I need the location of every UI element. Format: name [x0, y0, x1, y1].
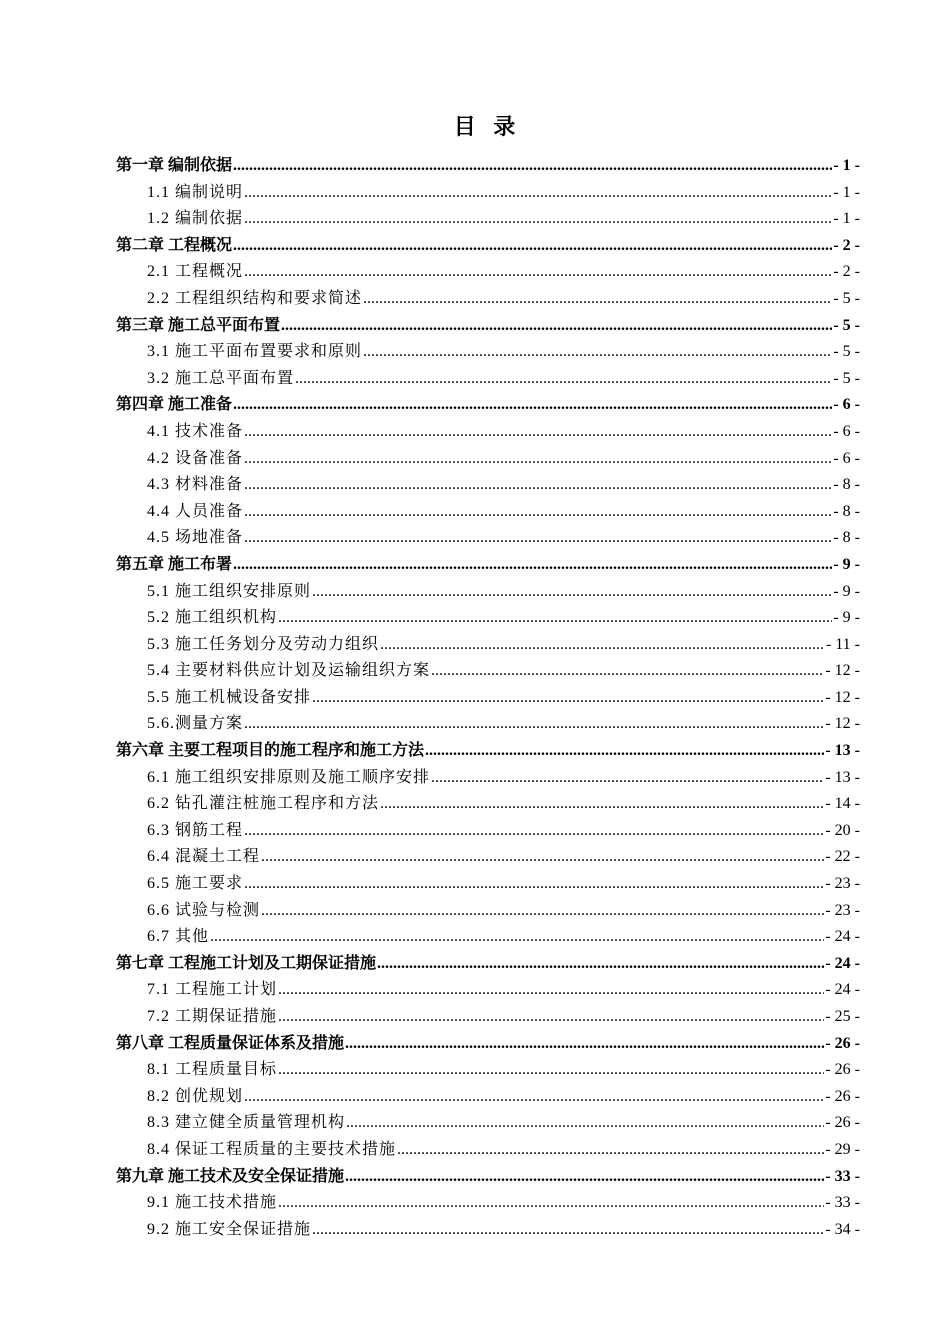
toc-entry-label: 8.4 保证工程质量的主要技术措施: [147, 1140, 397, 1158]
toc-dot-leader: [431, 765, 824, 792]
toc-section-entry[interactable]: [116, 579, 860, 606]
toc-entry-label: 9.1 施工技术措施: [147, 1194, 278, 1212]
toc-entry-label: 2.1 工程概况: [147, 263, 244, 281]
toc-dot-leader: [346, 1110, 824, 1137]
toc-section-entry[interactable]: [116, 499, 860, 526]
toc-dot-leader: [244, 259, 832, 286]
toc-section-entry[interactable]: [116, 1190, 860, 1217]
toc-chapter-entry[interactable]: [116, 153, 860, 180]
toc-chapter-entry[interactable]: [116, 738, 860, 765]
toc-entry-label: 第五章 施工布署: [116, 555, 233, 573]
toc-entry-label: 8.1 工程质量目标: [147, 1061, 278, 1079]
toc-chapter-entry[interactable]: [116, 1164, 860, 1191]
toc-page-number: - 26 -: [825, 1061, 860, 1079]
toc-entry-label: 6.4 混凝土工程: [147, 848, 261, 866]
toc-entry-label: 5.1 施工组织安排原则: [147, 582, 312, 600]
toc-page-number: - 9 -: [833, 555, 860, 573]
toc-entry-label: 7.2 工期保证措施: [147, 1008, 278, 1025]
toc-page-number: - 2 -: [833, 263, 860, 281]
toc-section-entry[interactable]: [116, 419, 860, 446]
toc-page-number: - 6 -: [833, 396, 860, 414]
toc-dot-leader: [210, 924, 824, 951]
toc-entry-label: 6.3 钢筋工程: [147, 821, 244, 839]
toc-page-number: - 6 -: [833, 422, 860, 440]
toc-entry-label: 4.4 人员准备: [147, 502, 244, 520]
toc-section-entry[interactable]: [116, 1137, 860, 1164]
toc-entry-label: 4.3 材料准备: [147, 476, 244, 494]
toc-entry-label: 4.2 设备准备: [147, 449, 244, 467]
toc-page-number: - 5 -: [833, 369, 860, 387]
toc-dot-leader: [345, 1031, 824, 1058]
toc-dot-leader: [244, 499, 832, 526]
toc-section-entry[interactable]: [116, 605, 860, 632]
toc-section-entry[interactable]: [116, 525, 860, 552]
toc-section-entry[interactable]: [116, 765, 860, 792]
toc-section-entry[interactable]: [116, 632, 860, 659]
toc-dot-leader: [281, 313, 832, 340]
toc-dot-leader: [261, 898, 824, 925]
toc-page-number: - 26 -: [825, 1114, 860, 1132]
toc-page-number: - 13 -: [825, 742, 860, 760]
toc-dot-leader: [380, 791, 824, 818]
toc-dot-leader: [233, 153, 832, 180]
toc-section-entry[interactable]: [116, 711, 860, 738]
toc-page-number: - 23 -: [825, 875, 860, 893]
toc-chapter-entry[interactable]: [116, 951, 860, 978]
toc-section-entry[interactable]: [116, 1110, 860, 1137]
toc-section-entry[interactable]: [116, 1084, 860, 1111]
toc-dot-leader: [377, 951, 824, 978]
toc-dot-leader: [431, 658, 824, 685]
toc-dot-leader: [278, 1004, 824, 1031]
toc-dot-leader: [380, 632, 825, 659]
toc-page-number: - 5 -: [833, 316, 860, 334]
toc-section-entry[interactable]: [116, 977, 860, 1004]
toc-section-entry[interactable]: [116, 206, 860, 233]
toc-section-entry[interactable]: [116, 180, 860, 207]
toc-page-number: - 5 -: [833, 343, 860, 361]
toc-dot-leader: [244, 180, 832, 207]
toc-entry-label: 第二章 工程概况: [116, 236, 233, 254]
toc-section-entry[interactable]: [116, 658, 860, 685]
toc-section-entry[interactable]: [116, 871, 860, 898]
toc-entry-label: 4.1 技术准备: [147, 422, 244, 440]
toc-section-entry[interactable]: [116, 366, 860, 393]
toc-page-number: - 5 -: [833, 289, 860, 307]
toc-page-number: - 9 -: [833, 582, 860, 600]
toc-chapter-entry[interactable]: [116, 392, 860, 419]
toc-entry-label: 1.2 编制依据: [147, 210, 244, 228]
toc-page-number: - 26 -: [825, 1034, 860, 1052]
toc-section-entry[interactable]: [116, 1057, 860, 1084]
toc-page-number: - 13 -: [825, 768, 860, 786]
toc-page-number: - 1 -: [833, 183, 860, 201]
toc-section-entry[interactable]: [116, 844, 860, 871]
toc-page-number: - 25 -: [825, 1008, 860, 1025]
toc-entry-label: 1.1 编制说明: [147, 183, 244, 201]
toc-page-number: - 22 -: [825, 848, 860, 866]
toc-page-number: - 11 -: [825, 635, 860, 653]
toc-dot-leader: [233, 552, 832, 579]
toc-page-number: - 29 -: [825, 1140, 860, 1158]
toc-dot-leader: [244, 1084, 824, 1111]
toc-section-entry[interactable]: [116, 446, 860, 473]
toc-entry-label: 5.2 施工组织机构: [147, 609, 278, 627]
toc-dot-leader: [244, 472, 832, 499]
toc-entry-label: 5.6.测量方案: [147, 715, 244, 733]
toc-section-entry[interactable]: [116, 259, 860, 286]
toc-dot-leader: [425, 738, 824, 765]
toc-dot-leader: [278, 1057, 824, 1084]
toc-dot-leader: [278, 977, 824, 1004]
toc-chapter-entry[interactable]: [116, 1031, 860, 1058]
toc-section-entry[interactable]: [116, 791, 860, 818]
toc-page-number: - 26 -: [825, 1087, 860, 1105]
toc-dot-leader: [233, 233, 832, 260]
toc-entry-label: 3.1 施工平面布置要求和原则: [147, 343, 363, 361]
toc-dot-leader: [244, 711, 824, 738]
toc-dot-leader: [345, 1164, 824, 1191]
toc-dot-leader: [312, 685, 824, 712]
toc-entry-label: 3.2 施工总平面布置: [147, 369, 295, 387]
toc-section-entry[interactable]: [116, 818, 860, 845]
toc-page-number: - 1 -: [833, 210, 860, 228]
toc-entry-label: 第四章 施工准备: [116, 396, 233, 414]
toc-entry-label: 2.2 工程组织结构和要求简述: [147, 289, 363, 307]
toc-section-entry[interactable]: [116, 685, 860, 712]
toc-entry-label: 6.5 施工要求: [147, 875, 244, 893]
toc-page-number: - 8 -: [833, 502, 860, 520]
toc-entry-label: 6.6 试验与检测: [147, 901, 261, 919]
toc-entry-label: 6.2 钻孔灌注桩施工程序和方法: [147, 795, 380, 813]
toc-entry-label: 7.1 工程施工计划: [147, 981, 278, 999]
toc-page-number: - 8 -: [833, 476, 860, 494]
toc-page-number: - 2 -: [833, 236, 860, 254]
toc-dot-leader: [244, 446, 832, 473]
toc-dot-leader: [312, 1217, 824, 1244]
toc-section-entry[interactable]: [116, 1217, 860, 1244]
toc-page-number: - 24 -: [825, 928, 860, 946]
toc-page-number: - 1 -: [833, 157, 860, 174]
toc-dot-leader: [244, 871, 824, 898]
toc-title: 目 录: [453, 114, 522, 139]
table-of-contents: [116, 153, 860, 1243]
toc-entry-label: 5.5 施工机械设备安排: [147, 688, 312, 706]
toc-dot-leader: [233, 392, 832, 419]
toc-dot-leader: [244, 206, 832, 233]
toc-section-entry[interactable]: [116, 286, 860, 313]
toc-section-entry[interactable]: [116, 472, 860, 499]
toc-dot-leader: [244, 419, 832, 446]
toc-dot-leader: [363, 339, 832, 366]
toc-chapter-entry[interactable]: [116, 233, 860, 260]
toc-section-entry[interactable]: [116, 1004, 860, 1031]
toc-entry-label: 6.7 其他: [147, 928, 210, 946]
toc-section-entry[interactable]: [116, 924, 860, 951]
toc-page-number: - 6 -: [833, 449, 860, 467]
toc-page-number: - 12 -: [825, 662, 860, 680]
toc-entry-label: 第九章 施工技术及安全保证措施: [116, 1167, 345, 1185]
toc-page-number: - 12 -: [825, 688, 860, 706]
toc-page-number: - 33 -: [825, 1167, 860, 1185]
toc-entry-label: 第七章 工程施工计划及工期保证措施: [116, 954, 377, 972]
toc-chapter-entry[interactable]: [116, 552, 860, 579]
toc-entry-label: 8.2 创优规划: [147, 1087, 244, 1105]
toc-page-number: - 24 -: [825, 981, 860, 999]
toc-page-number: - 20 -: [825, 821, 860, 839]
toc-entry-label: 5.3 施工任务划分及劳动力组织: [147, 635, 380, 653]
toc-entry-label: 第三章 施工总平面布置: [116, 316, 281, 334]
toc-dot-leader: [295, 366, 832, 393]
toc-dot-leader: [244, 818, 824, 845]
toc-page-number: - 14 -: [825, 795, 860, 813]
toc-page-number: - 12 -: [825, 715, 860, 733]
toc-dot-leader: [397, 1137, 824, 1164]
toc-page-number: - 33 -: [825, 1194, 860, 1212]
toc-chapter-entry[interactable]: [116, 313, 860, 340]
toc-page-number: - 8 -: [833, 529, 860, 547]
toc-entry-label: 第八章 工程质量保证体系及措施: [116, 1034, 345, 1052]
toc-page-number: - 34 -: [825, 1220, 860, 1238]
toc-entry-label: 第一章 编制依据: [116, 157, 233, 174]
toc-dot-leader: [363, 286, 832, 313]
toc-page-number: - 23 -: [825, 901, 860, 919]
toc-dot-leader: [244, 525, 832, 552]
toc-entry-label: 5.4 主要材料供应计划及运输组织方案: [147, 662, 431, 680]
toc-entry-label: 8.3 建立健全质量管理机构: [147, 1114, 346, 1132]
toc-dot-leader: [278, 605, 832, 632]
toc-dot-leader: [312, 579, 832, 606]
toc-section-entry[interactable]: [116, 898, 860, 925]
toc-dot-leader: [261, 844, 824, 871]
toc-dot-leader: [278, 1190, 824, 1217]
toc-page-number: - 24 -: [825, 954, 860, 972]
toc-entry-label: 6.1 施工组织安排原则及施工顺序安排: [147, 768, 431, 786]
toc-entry-label: 4.5 场地准备: [147, 529, 244, 547]
toc-entry-label: 第六章 主要工程项目的施工程序和施工方法: [116, 742, 425, 760]
toc-page-number: - 9 -: [833, 609, 860, 627]
toc-entry-label: 9.2 施工安全保证措施: [147, 1220, 312, 1238]
toc-section-entry[interactable]: [116, 339, 860, 366]
